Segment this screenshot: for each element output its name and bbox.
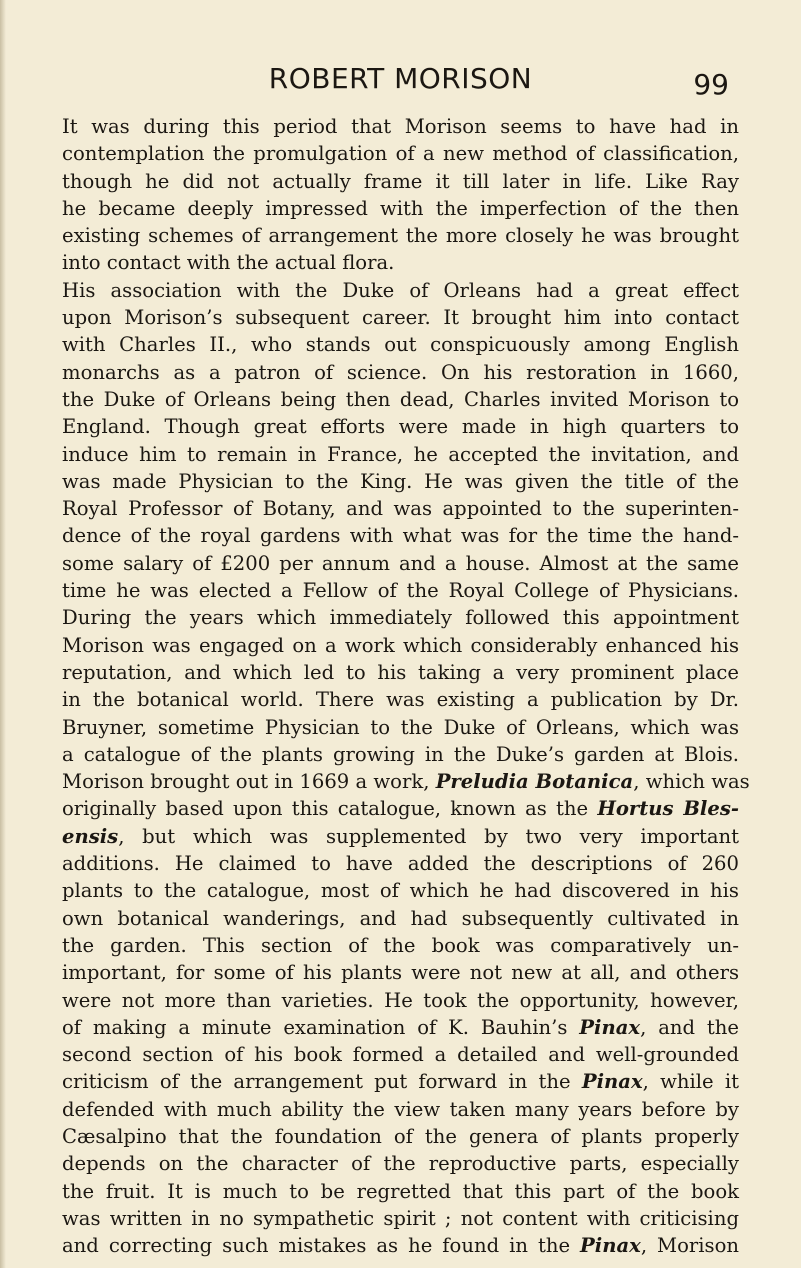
text-line: the fruit. It is much to be regretted that this part of the book <box>62 1179 739 1203</box>
text-line <box>62 1068 739 1095</box>
text-line: he became deeply impressed with the imperfection of the then <box>62 196 739 220</box>
text-line <box>62 768 750 795</box>
text-line: Morison was engaged on a work which considerably enhanced his <box>62 633 739 657</box>
text-run: , and the <box>640 1015 740 1039</box>
text-line: additions. He claimed to have added the descriptions of 260 <box>62 852 739 876</box>
text-line: reputation, and which led to his taking a very prominent place <box>62 660 739 684</box>
text-line: was made Physician to the King. He was given the title of the <box>62 469 739 493</box>
text-line: important, for some of his plants were not new at all, and others <box>62 961 739 985</box>
text-line: Bruyner, sometime Physician to the Duke of Orleans, which was <box>62 715 739 739</box>
italic-title: Hortus Bles- <box>597 797 740 821</box>
text-run: , while it <box>642 1070 739 1094</box>
text-run: criticism of the arrangement put forward in the <box>62 1070 582 1094</box>
text-run: , but which was supplemented by two very important <box>118 824 739 848</box>
text-line: depends on the character of the reproductive parts, especially <box>62 1152 739 1176</box>
text-line: England. Though great efforts were made in high quarters to <box>62 415 739 439</box>
text-line: the garden. This section of the book was comparatively un- <box>62 933 739 957</box>
text-run: Morison brought out in 1669 a work, <box>62 770 436 794</box>
text-line: His association with the Duke of Orleans had a great effect <box>62 278 739 302</box>
italic-title: Preludia Botanica <box>435 770 634 794</box>
text-line: plants to the catalogue, most of which he had discovered in his <box>62 879 739 903</box>
text-run: , Morison <box>640 1234 739 1258</box>
text-line: with Charles II., who stands out conspicuously among English <box>62 333 739 357</box>
text-line: induce him to remain in France, he accepted the invitation, and <box>62 442 739 466</box>
italic-title: Pinax <box>580 1234 641 1258</box>
italic-title: ensis <box>62 824 119 848</box>
text-line: in the botanical world. There was existing a publication by Dr. <box>62 688 739 712</box>
text-line: time he was elected a Fellow of the Royal College of Physicians. <box>62 579 739 603</box>
text-line <box>62 795 739 822</box>
text-run: and correcting such mistakes as he found in the <box>62 1234 581 1258</box>
text-line: were not more than varieties. He took the opportunity, however, <box>62 988 739 1012</box>
text-line: It was during this period that Morison seems to have had in <box>62 115 739 138</box>
running-head <box>0 62 801 102</box>
text-run: , which was <box>633 770 750 794</box>
text-line <box>62 1014 739 1041</box>
text-line: contemplation the promulgation of a new method of classification, <box>62 142 739 166</box>
text-line: the Duke of Orleans being then dead, Charles invited Morison to <box>62 387 739 411</box>
text-line: though he did not actually frame it till later in life. Like Ray <box>62 169 739 193</box>
body-text <box>62 113 750 1259</box>
text-line: second section of his book formed a detailed and well-grounded <box>62 1043 739 1067</box>
text-line: defended with much ability the view taken many years before by <box>62 1097 739 1121</box>
text-line: some salary of £200 per annum and a house. Almost at the same <box>62 551 739 575</box>
text-line: Cæsalpino that the foundation of the genera of plants properly <box>62 1124 739 1148</box>
text-line: into contact with the actual flora. <box>62 251 395 275</box>
text-line: existing schemes of arrangement the more closely he was brought <box>62 224 739 248</box>
page-edge-shadow <box>0 0 6 1268</box>
text-line: upon Morison’s subsequent career. It brought him into contact <box>62 306 739 330</box>
text-line: monarchs as a patron of science. On his restoration in 1660, <box>62 360 739 384</box>
page-number: 99 <box>693 68 729 101</box>
text-line: dence of the royal gardens with what was for the time the hand- <box>62 524 739 548</box>
italic-title: Pinax <box>581 1070 643 1094</box>
running-title: ROBERT MORISON <box>268 62 533 95</box>
text-line: Royal Professor of Botany, and was appointed to the superinten- <box>62 497 739 521</box>
italic-title: Pinax <box>579 1015 641 1039</box>
text-line: was written in no sympathetic spirit ; not content with criticising <box>62 1206 739 1230</box>
text-line <box>62 1232 739 1259</box>
text-line: During the years which immediately followed this appointment <box>62 606 739 630</box>
text-line: a catalogue of the plants growing in the Duke’s garden at Blois. <box>62 742 739 766</box>
text-line <box>62 823 739 850</box>
text-run: of making a minute examination of K. Bauhin’s <box>62 1015 580 1039</box>
text-line: own botanical wanderings, and had subsequently cultivated in <box>62 906 739 930</box>
text-run: originally based upon this catalogue, known as the <box>62 797 598 821</box>
